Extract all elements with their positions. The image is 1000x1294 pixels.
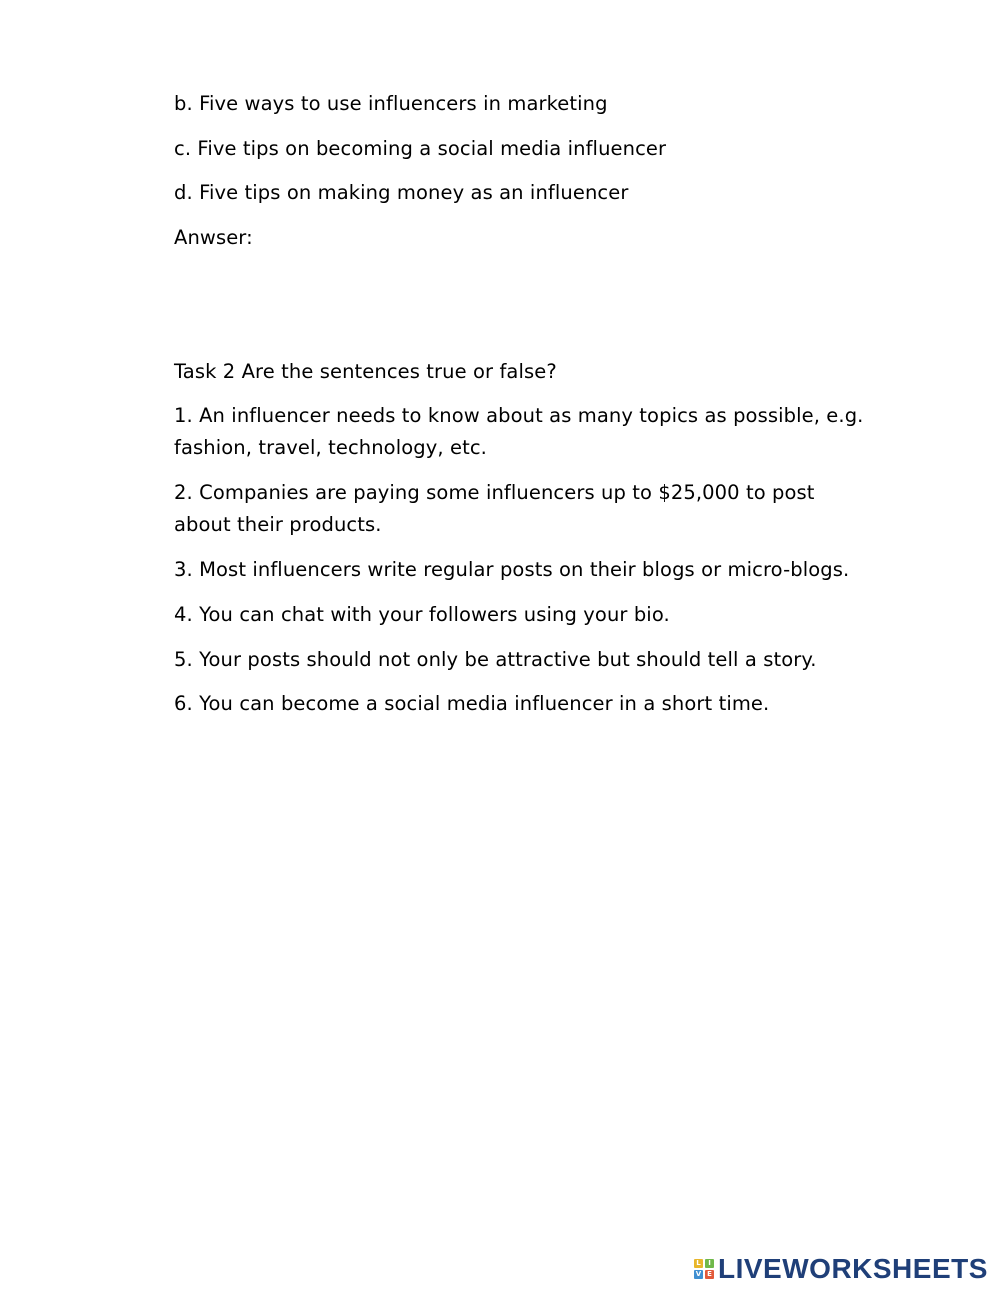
task2-item-3: 3. Most influencers write regular posts on their blogs or micro-blogs. [174, 558, 850, 581]
task2-item-1: 1. An influencer needs to know about as many topics as possible, e.g. fashion, travel, technology, etc. [174, 404, 864, 459]
option-c: c. Five tips on becoming a social media influencer [174, 137, 667, 160]
task2-item-5: 5. Your posts should not only be attractive but should tell a story. [174, 648, 817, 671]
option-b: b. Five ways to use influencers in marketing [174, 92, 608, 115]
logo-mark-letter: V [695, 1270, 702, 1278]
task2-item-6: 6. You can become a social media influencer in a short time. [174, 692, 770, 715]
task2-item-4: 4. You can chat with your followers using your bio. [174, 603, 670, 626]
logo-mark-icon [694, 1259, 714, 1279]
logo-mark-letter: E [705, 1270, 714, 1279]
task2-item-2: 2. Companies are paying some influencers up to $25,000 to post about their products. [174, 481, 815, 536]
answer-label: Anwser: [174, 226, 253, 249]
option-d: d. Five tips on making money as an influencer [174, 181, 629, 204]
liveworksheets-logo [694, 1255, 988, 1283]
logo-mark-letter: I [705, 1259, 714, 1268]
task2-heading: Task 2 Are the sentences true or false? [174, 360, 557, 383]
logo-text: LIVEWORKSHEETS [718, 1253, 988, 1284]
logo-mark-letter: L [694, 1259, 703, 1268]
